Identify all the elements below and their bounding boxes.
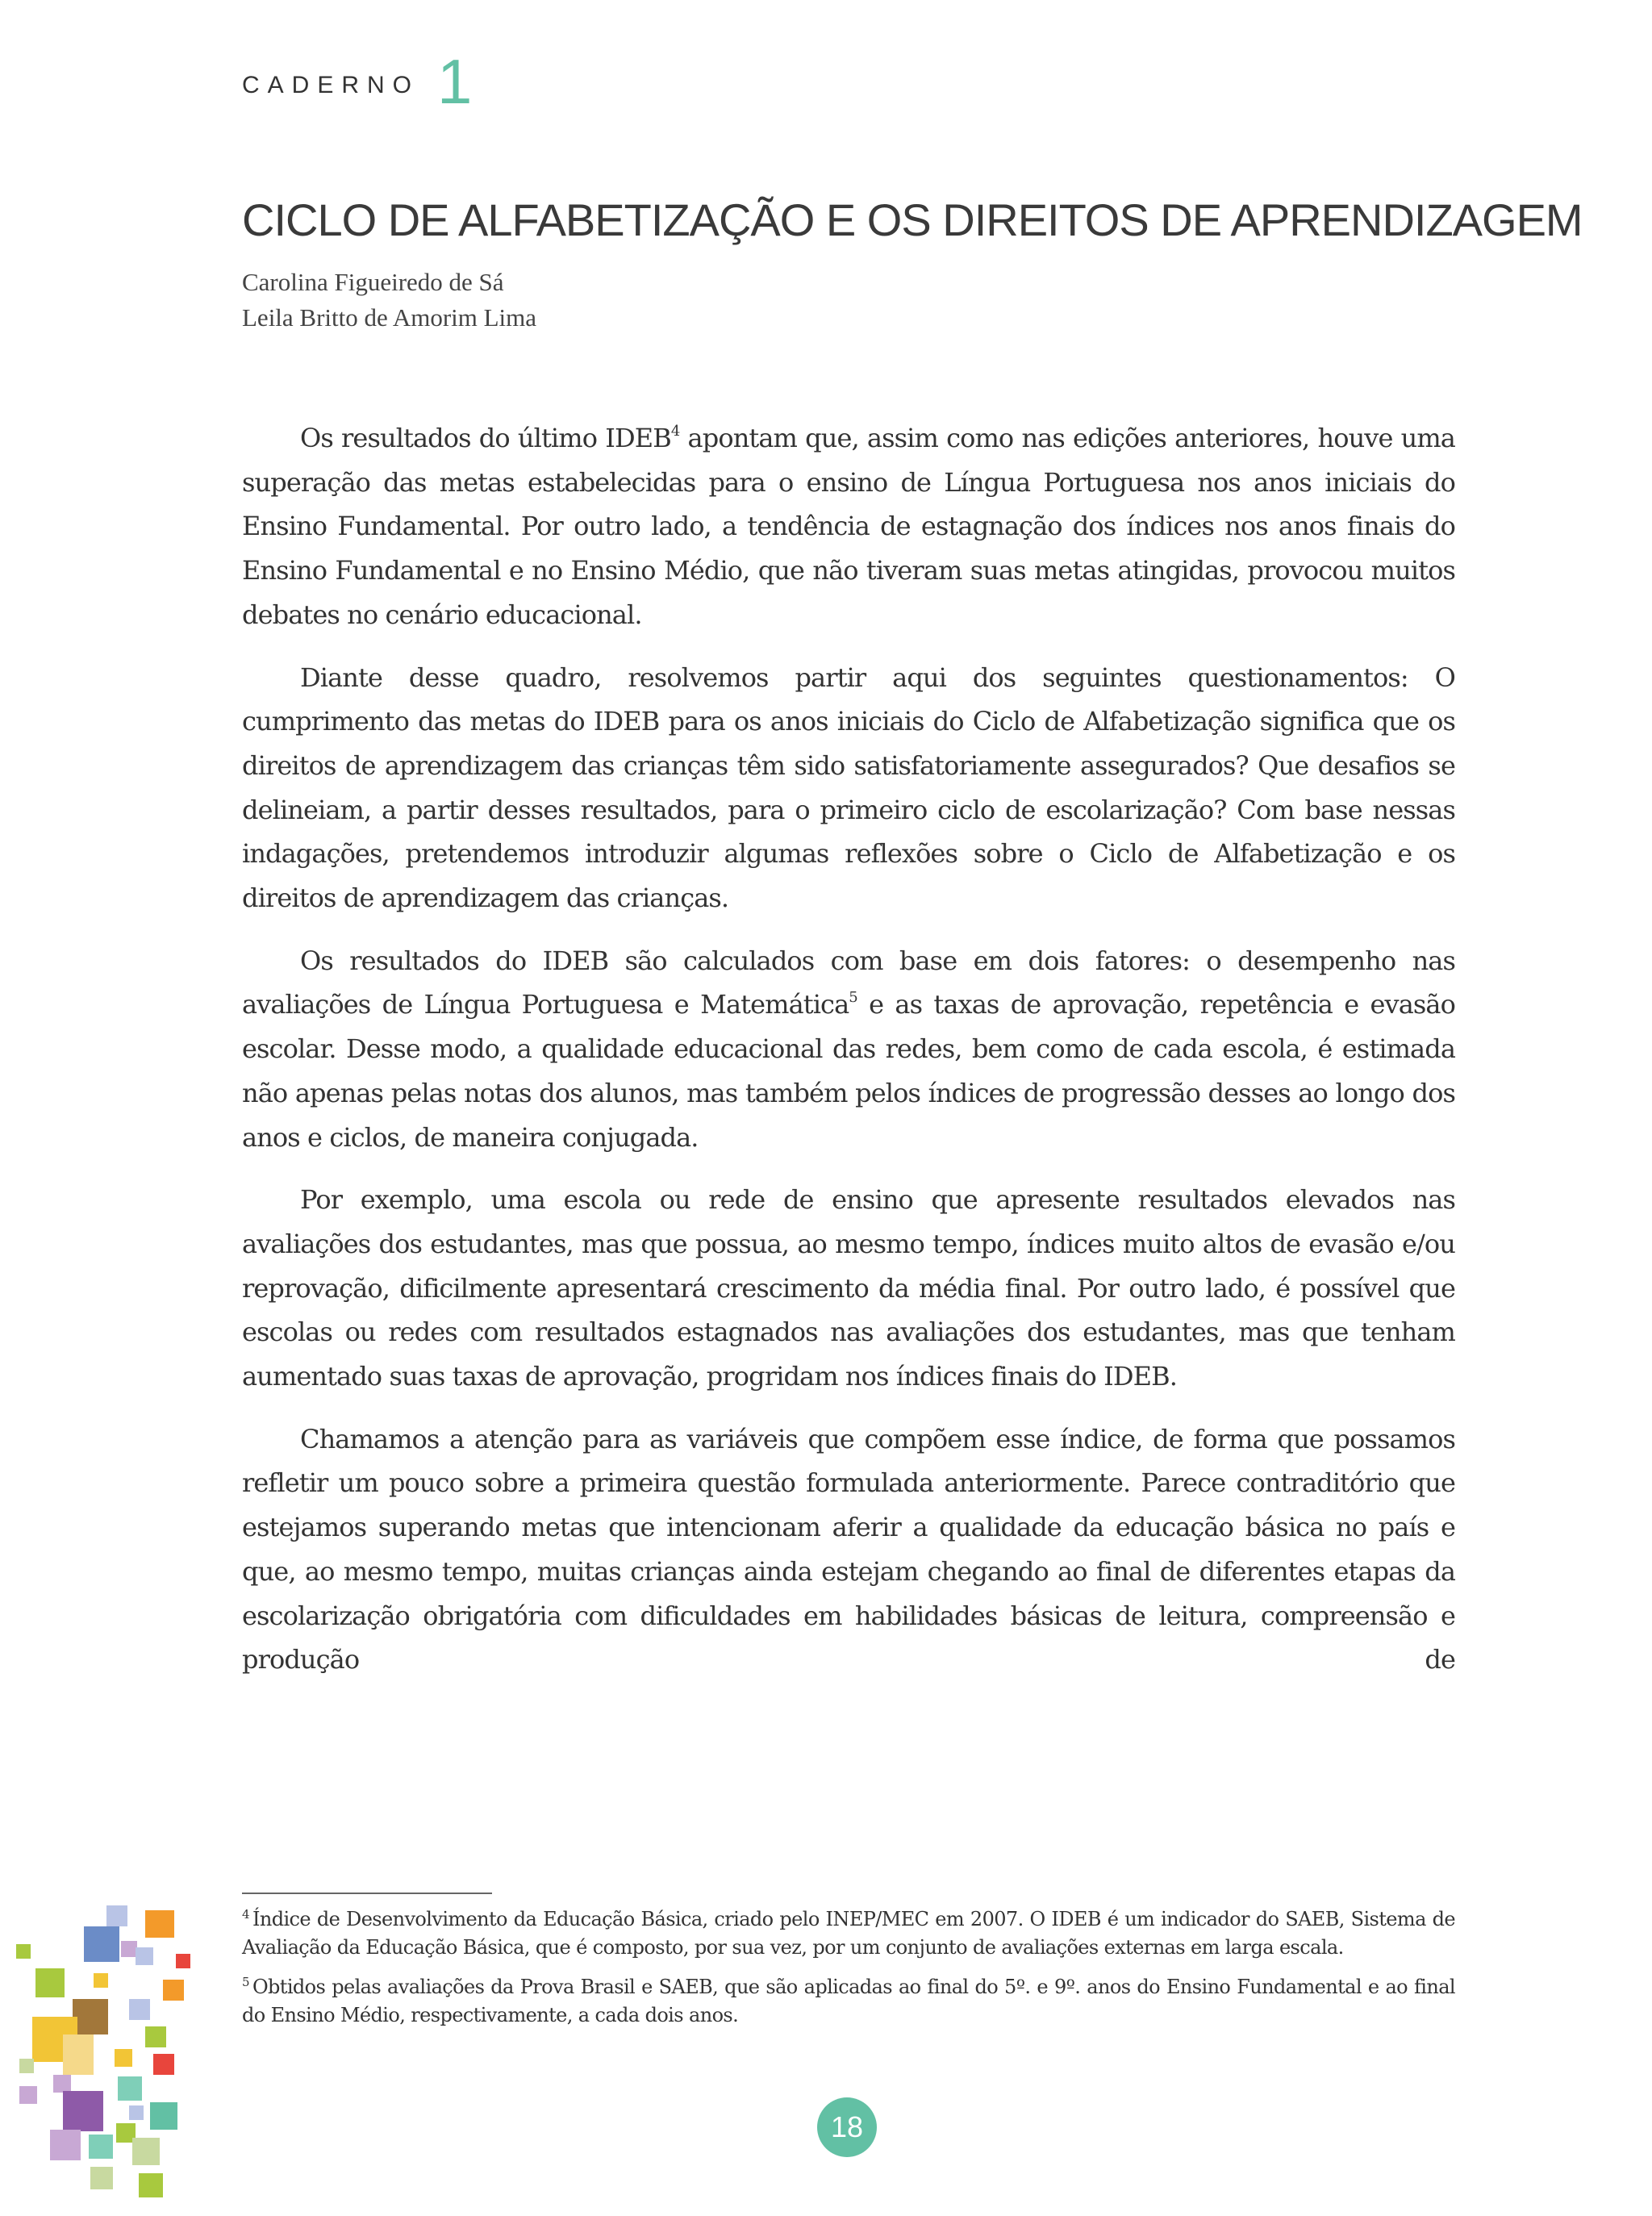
mosaic-square bbox=[94, 1973, 108, 1988]
footnote-ref[interactable]: 4 bbox=[670, 423, 680, 440]
footnote-text: Índice de Desenvolvimento da Educação Básica, criado pelo INEP/MEC em 2007. O IDEB é um indicador do SAEB, Sistema de Avaliação da Educação Básica, que é composto, por sua vez, por um conjunto de avaliações externas em larga escala. bbox=[242, 1908, 1455, 1959]
mosaic-square bbox=[50, 2130, 81, 2160]
mosaic-square bbox=[90, 2167, 113, 2189]
section-header bbox=[242, 46, 473, 117]
paragraph-text: e as taxas de aprovação, repetência e evasão escolar. Desse modo, a qualidade educacional das redes, bem como de cada escola, é estimada não apenas pelas notas dos alunos, mas também pelos índices de progressão desses ao longo dos anos e ciclos, de maneira conjugada. bbox=[242, 989, 1455, 1153]
chapter-title: CICLO DE ALFABETIZAÇÃO E OS DIREITOS DE APRENDIZAGEM bbox=[242, 194, 1583, 245]
mosaic-square bbox=[19, 2086, 37, 2104]
authors bbox=[242, 265, 536, 336]
mosaic-square bbox=[145, 1910, 174, 1938]
paragraph: Chamamos a atenção para as variáveis que compõem esse índice, de forma que possamos refletir um pouco sobre a primeira questão formulada anteriormente. Parece contraditório que estejamos superando metas que intencionam aferir a qualidade da educação básica no país e que, ao mesmo tempo, muitas crianças ainda estejam chegando ao final de diferentes etapas da escolarização obrigatória com dificuldades em habilidades básicas de leitura, compreensão e produção de bbox=[242, 1423, 1455, 1676]
mosaic-square bbox=[129, 1999, 150, 2020]
page-number: 18 bbox=[817, 2097, 877, 2157]
mosaic-square bbox=[106, 1905, 127, 1926]
mosaic-square bbox=[35, 1968, 65, 1997]
paragraph: Por exemplo, uma escola ou rede de ensino que apresente resultados elevados nas avaliações dos estudantes, mas que possua, ao mesmo tempo, índices muito altos de evasão e/ou reprovação, dificilmente apresentará crescimento da média final. Por outro lado, é possível que escolas ou redes com resultados estagnados nas avaliações dos estudantes, mas que tenham aumentado suas taxas de aprovação, progridam nos índices finais do IDEB. bbox=[242, 1184, 1455, 1392]
footnote-text: Obtidos pelas avaliações da Prova Brasil e SAEB, que são aplicadas ao final do 5º. e 9º. anos do Ensino Fundamental e ao final do Ensino Médio, respectivamente, a cada dois anos. bbox=[242, 1976, 1455, 2026]
paragraph-text: Os resultados do IDEB são calculados com base em dois fatores: o desempenho nas avaliações de Língua Portuguesa e Matemática bbox=[242, 945, 1455, 1020]
mosaic-square bbox=[118, 2076, 142, 2101]
mosaic-square bbox=[115, 2049, 132, 2067]
caderno-number: 1 bbox=[437, 46, 473, 117]
footnote bbox=[242, 1905, 1455, 1962]
footnote-divider bbox=[242, 1893, 492, 1894]
mosaic-square bbox=[150, 2102, 177, 2130]
mosaic-square bbox=[89, 2135, 113, 2159]
paragraph bbox=[242, 939, 1455, 1160]
decorative-mosaic bbox=[0, 1896, 194, 2216]
mosaic-square bbox=[73, 1999, 108, 2034]
paragraph-text: apontam que, assim como nas edições anteriores, houve uma superação das metas estabelecidas para o ensino de Língua Portuguesa nos anos iniciais do Ensino Fundamental. Por outro lado, a tendência de estagnação dos índices nos anos finais do Ensino Fundamental e no Ensino Médio, que não tiveram suas metas atingidas, provocou muitos debates no cenário educacional. bbox=[242, 423, 1455, 630]
footnote bbox=[242, 1973, 1455, 2030]
mosaic-square bbox=[53, 2075, 71, 2093]
body-text bbox=[242, 416, 1455, 1701]
footnote-ref[interactable]: 5 bbox=[849, 989, 857, 1007]
paragraph-text: Os resultados do último IDEB bbox=[300, 423, 671, 453]
mosaic-square bbox=[19, 2059, 34, 2073]
caderno-label: CADERNO bbox=[242, 72, 420, 98]
mosaic-square bbox=[84, 1926, 119, 1962]
footnotes bbox=[242, 1905, 1455, 2041]
footnote-mark: 5 bbox=[242, 1975, 249, 1989]
mosaic-square bbox=[121, 1941, 137, 1957]
mosaic-square bbox=[63, 2034, 94, 2075]
mosaic-square bbox=[132, 2138, 160, 2165]
author-name: Carolina Figueiredo de Sá bbox=[242, 268, 504, 296]
mosaic-square bbox=[136, 1947, 153, 1965]
mosaic-square bbox=[176, 1954, 190, 1968]
mosaic-square bbox=[129, 2105, 144, 2120]
paragraph: Diante desse quadro, resolvemos partir aqui dos seguintes questionamentos: O cumprimento das metas do IDEB para os anos iniciais do Ciclo de Alfabetização significa que os direitos de aprendizagem das crianças têm sido satisfatoriamente assegurados? Que desafios se delineiam, a partir desses resultados, para o primeiro ciclo de escolarização? Com base nessas indagações, pretendemos introduzir algumas reflexões sobre o Ciclo de Alfabetização e os direitos de aprendizagem das crianças. bbox=[242, 661, 1455, 914]
mosaic-square bbox=[163, 1980, 184, 2001]
footnote-mark: 4 bbox=[242, 1907, 249, 1922]
mosaic-square bbox=[16, 1944, 31, 1959]
paragraph bbox=[242, 416, 1455, 637]
mosaic-square bbox=[139, 2173, 163, 2197]
mosaic-square bbox=[153, 2054, 174, 2075]
author-name: Leila Britto de Amorim Lima bbox=[242, 303, 537, 332]
mosaic-square bbox=[145, 2026, 166, 2047]
mosaic-square bbox=[63, 2091, 103, 2131]
